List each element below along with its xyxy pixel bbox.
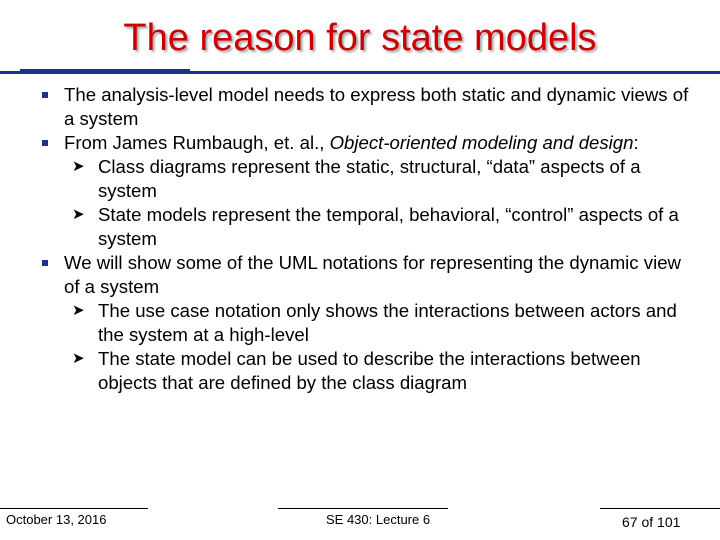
sub-bullet-text: The state model can be used to describe the interactions between objects that are defined by the class diagram <box>98 348 641 393</box>
square-bullet-icon <box>42 140 48 146</box>
square-bullet-icon <box>42 260 48 266</box>
sub-bullet-text: Class diagrams represent the static, structural, “data” aspects of a system <box>98 156 641 201</box>
bullet-text: We will show some of the UML notations for representing the dynamic view of a system <box>64 252 681 297</box>
footer-divider <box>600 508 720 509</box>
arrow-bullet-icon: ➤ <box>72 206 85 223</box>
slide-title: The reason for state models <box>123 17 597 59</box>
arrow-bullet-icon: ➤ <box>72 350 85 367</box>
bullet-text-end: : <box>633 132 639 153</box>
footer-divider <box>278 508 448 509</box>
title-underline-accent <box>20 69 190 74</box>
footer-divider <box>0 508 148 509</box>
sub-bullet-item <box>37 347 692 395</box>
bullet-item <box>37 83 692 131</box>
slide-content <box>37 83 692 395</box>
book-title: Object-oriented modeling and design <box>329 132 634 153</box>
footer-course: SE 430: Lecture 6 <box>326 512 431 527</box>
footer-page-number: 67 of 101 <box>622 514 681 530</box>
sub-bullet-text: State models represent the temporal, behavioral, “control” aspects of a system <box>98 204 679 249</box>
sub-bullet-item <box>37 299 692 347</box>
bullet-text: From James Rumbaugh, et. al., <box>64 132 330 153</box>
sub-bullet-item <box>37 203 692 251</box>
bullet-text: The analysis-level model needs to express both static and dynamic views of a system <box>64 84 689 129</box>
sub-bullet-item <box>37 155 692 203</box>
arrow-bullet-icon: ➤ <box>72 158 85 175</box>
bullet-item <box>37 131 692 155</box>
arrow-bullet-icon: ➤ <box>72 302 85 319</box>
bullet-item <box>37 251 692 299</box>
square-bullet-icon <box>42 92 48 98</box>
sub-bullet-text: The use case notation only shows the interactions between actors and the system at a high-level <box>98 300 677 345</box>
footer-date: October 13, 2016 <box>6 512 107 527</box>
